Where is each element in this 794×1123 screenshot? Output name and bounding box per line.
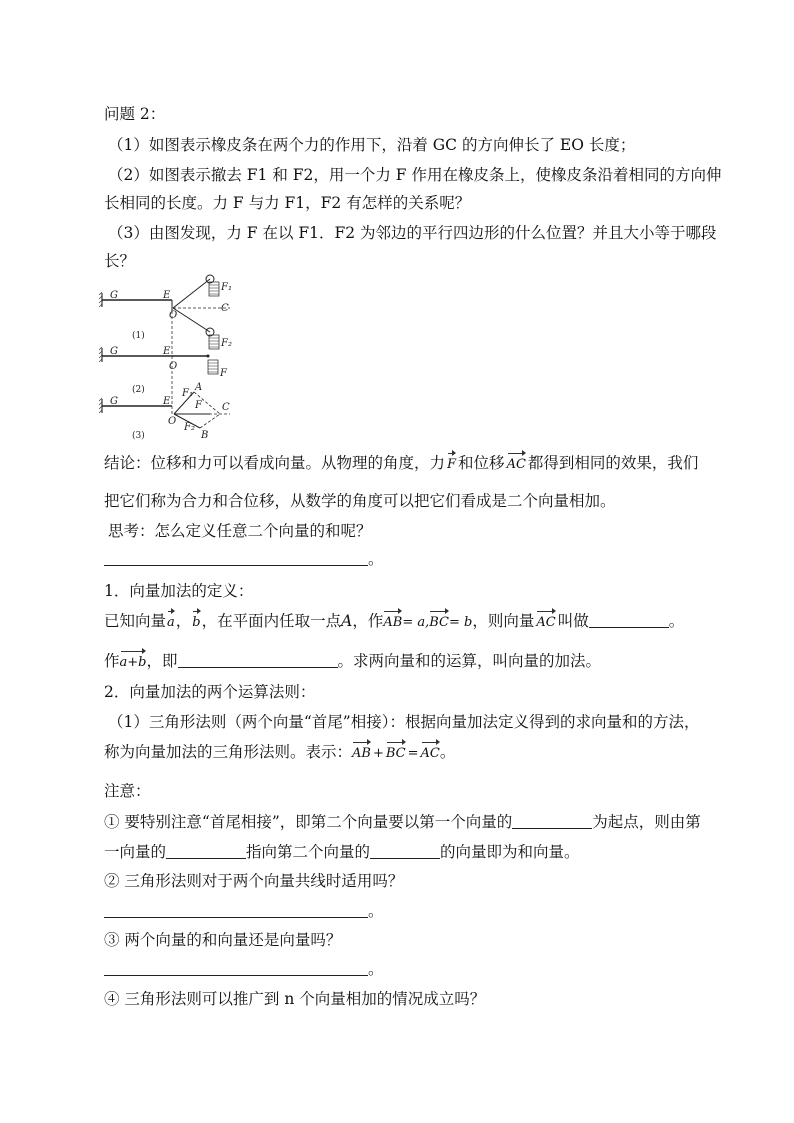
section-1-title: 1．向量加法的定义： <box>104 582 254 600</box>
conclusion-text-2: 和位移 <box>458 454 505 472</box>
triangle-rule-line2 <box>104 741 455 765</box>
question-2-line2: 长相同的长度。力 F 与力 F1，F2 有怎样的关系呢？ <box>104 194 471 212</box>
note-1-blank-1[interactable] <box>512 813 592 829</box>
fig-label-G-3: G <box>110 396 118 407</box>
definition-text-1: 已知向量 <box>104 612 167 630</box>
question-2-line1: （2）如图表示撤去 F1 和 F2，用一个力 F 作用在橡皮条上，使橡皮条沿着相同的方向伸 <box>108 166 722 184</box>
vector-AB: AB <box>383 612 402 634</box>
fig-label-G: G <box>110 290 118 301</box>
definition-blank-2[interactable] <box>178 652 338 668</box>
fig-label-E-3: E <box>163 396 171 407</box>
vector-a: a <box>167 612 175 634</box>
fig-label-panel-1: (1) <box>132 331 145 341</box>
definition-text-2: ，在平面内任取一点 <box>201 612 342 630</box>
fig-label-F-3: F <box>195 400 202 411</box>
definition-line2 <box>104 650 601 674</box>
plus-sign: + <box>372 746 384 761</box>
vector-b: b <box>192 612 200 634</box>
triangle-rule-text: 称为向量加法的三角形法则。表示： <box>104 743 353 761</box>
fig-label-G-2: G <box>110 346 118 357</box>
conclusion-line1 <box>104 452 698 476</box>
definition-line1 <box>104 610 684 634</box>
question-3-line1: （3）由图发现，力 F 在以 F1．F2 为邻边的平行四边形的什么位置？并且大小等于哪段 <box>108 224 717 242</box>
vector-BC: BC <box>429 612 449 634</box>
period: 。 <box>668 612 685 630</box>
note-1-text-4: 指向第二个向量的 <box>246 843 371 861</box>
answer-blank[interactable] <box>104 550 368 566</box>
panel-2 <box>99 346 228 395</box>
fig-label-F1: F₁ <box>221 282 232 293</box>
note-1-line1 <box>104 811 701 833</box>
note-heading: 注意： <box>104 782 151 800</box>
fig-label-E-2: E <box>163 346 171 357</box>
note-1-line2 <box>104 841 580 863</box>
note-3: ③ 两个向量的和向量还是向量吗？ <box>104 931 342 949</box>
note-3-blank[interactable] <box>104 960 368 976</box>
vector-a-plus-b: a+b <box>120 652 147 674</box>
fig-label-F1-3: F₁ <box>182 388 193 399</box>
note-3-answer-line <box>104 958 384 980</box>
note-2-answer-line <box>104 900 384 922</box>
problem-heading: 问题 2： <box>104 105 166 123</box>
vector-AB-rule: AB <box>352 743 371 765</box>
vector-AC-def: AC <box>536 612 555 634</box>
fig-label-B: B <box>201 430 209 441</box>
think-answer-line <box>104 548 384 570</box>
panel-3 <box>99 382 230 441</box>
section-2-title: 2．向量加法的两个运算法则： <box>104 683 316 701</box>
fig-label-F-2: F <box>220 368 227 379</box>
period: 。 <box>439 743 456 761</box>
conclusion-text-1: 结论：位移和力可以看成向量。从物理的角度，力 <box>104 454 446 472</box>
note-4: ④ 三角形法则可以推广到 n 个向量相加的情况成立吗？ <box>104 990 486 1008</box>
fig-label-C: C <box>221 303 229 314</box>
think-question: 思考：怎么定义任意二个向量的和呢？ <box>108 522 372 540</box>
note-1-text-1: ① 要特别注意“首尾相接”，即第二个向量要以第一个向量的 <box>104 813 513 831</box>
fig-label-A: A <box>195 382 203 393</box>
eq-b: = b <box>448 615 473 630</box>
period: 。 <box>368 550 384 568</box>
note-1-blank-3[interactable] <box>370 843 440 859</box>
eq-a: = a, <box>402 615 430 630</box>
triangle-rule-line1: （1）三角形法则（两个向量“首尾”相接）：根据向量加法定义得到的求向量和的方法， <box>108 713 700 731</box>
fig-label-C-3: C <box>222 402 230 413</box>
note-2: ② 三角形法则对于两个向量共线时适用吗？ <box>104 872 404 890</box>
equals-sign: = <box>407 746 419 761</box>
definition-blank-1[interactable] <box>589 612 669 628</box>
definition-text-7: ，即 <box>146 652 178 670</box>
panel-1 <box>99 275 232 349</box>
vector-BC-rule: BC <box>386 743 406 765</box>
rubber-band-force-figure <box>98 268 248 443</box>
note-1-text-3: 一向量的 <box>104 843 167 861</box>
fig-label-panel-3: (3) <box>132 431 145 441</box>
conclusion-text-3: 都得到相同的效果，我们 <box>527 454 699 472</box>
vector-AC-rule: AC <box>421 743 440 765</box>
note-1-text-5: 的向量即为和向量。 <box>440 843 580 861</box>
fig-label-O: O <box>169 310 178 321</box>
vector-AC: AC <box>507 454 526 476</box>
fig-label-O-2: O <box>169 361 178 372</box>
note-1-blank-2[interactable] <box>166 843 246 859</box>
comma: ， <box>175 612 192 630</box>
question-3-line2: 长？ <box>104 252 136 270</box>
period: 。 <box>368 960 384 978</box>
definition-text-8: 。求两向量和的运算，叫向量的加法。 <box>337 652 602 670</box>
question-1: （1）如图表示橡皮条在两个力的作用下，沿着 GC 的方向伸长了 EO 长度； <box>108 136 636 154</box>
fig-label-E: E <box>163 290 171 301</box>
definition-text-3: ，作 <box>352 612 384 630</box>
fig-label-F2: F₂ <box>221 338 232 349</box>
definition-text-6: 作 <box>104 652 120 670</box>
fig-label-F2-3: F₂ <box>184 422 195 433</box>
definition-text-4: ，则向量 <box>472 612 535 630</box>
point-A: A <box>341 612 353 630</box>
note-2-blank[interactable] <box>104 902 368 918</box>
vector-F: F <box>447 454 456 476</box>
definition-text-5: 叫做 <box>557 612 589 630</box>
conclusion-line2: 把它们称为合力和合位移，从数学的角度可以把它们看成是二个向量相加。 <box>104 492 616 510</box>
fig-label-O-3: O <box>168 416 177 427</box>
note-1-text-2: 为起点，则由第 <box>592 813 701 831</box>
fig-label-panel-2: (2) <box>132 385 145 395</box>
period: 。 <box>368 902 384 920</box>
